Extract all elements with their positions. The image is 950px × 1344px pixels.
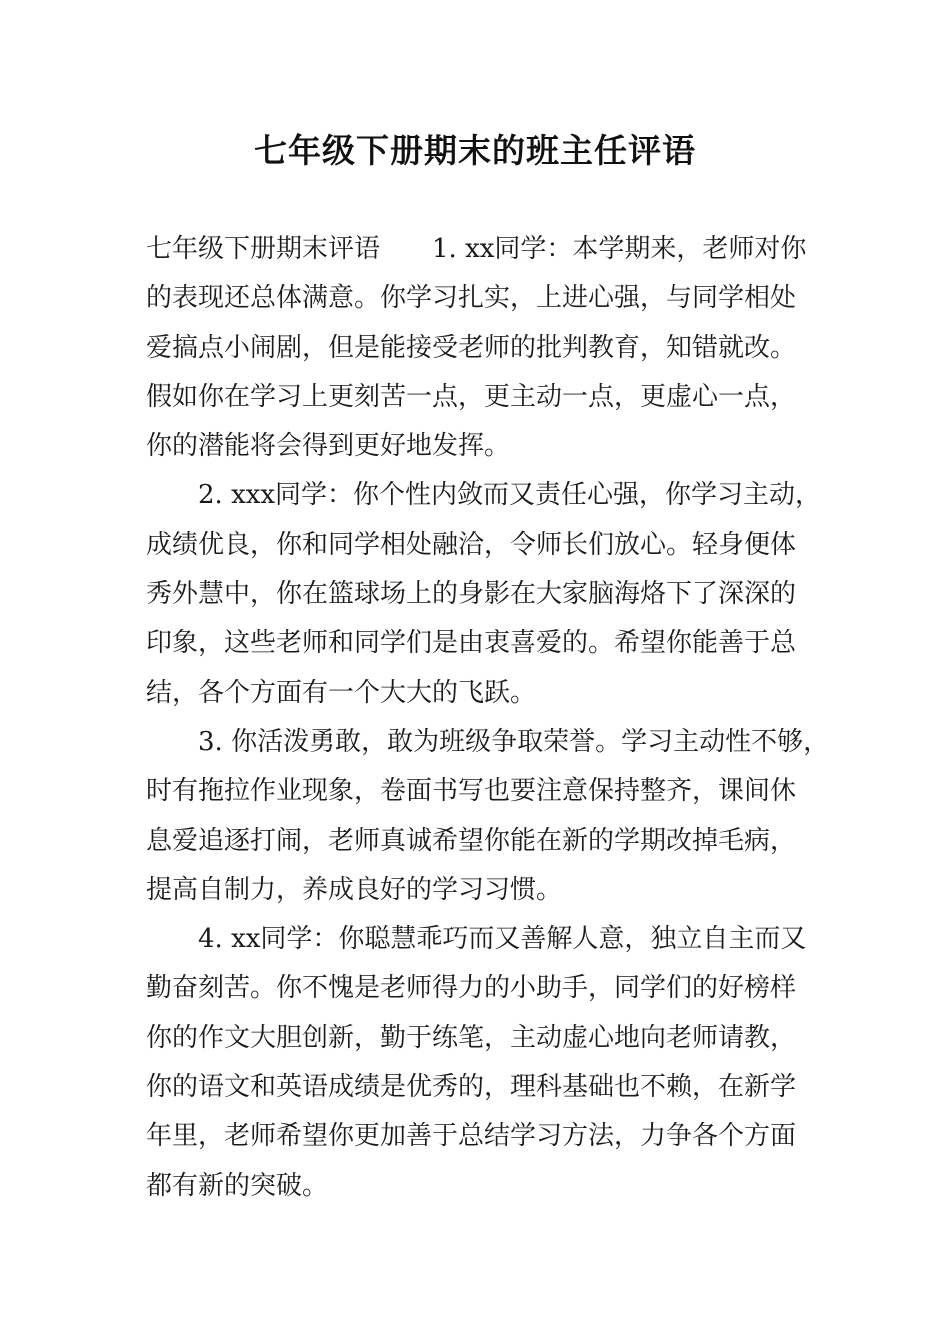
body-line: 假如你在学习上更刻苦一点，更主动一点，更虚心一点， — [146, 381, 797, 412]
body-line: 都有新的突破。 — [146, 1170, 329, 1201]
document-title: 七年级下册期末的班主任评语 — [254, 131, 696, 170]
body-line: 提高自制力，养成良好的学习习惯。 — [146, 874, 563, 905]
body-line: 结，各个方面有一个大大的飞跃。 — [146, 677, 537, 708]
body-line: 勤奋刻苦。你不愧是老师得力的小助手，同学们的好榜样 — [146, 973, 797, 1004]
document-body — [146, 225, 834, 1211]
body-line: 时有拖拉作业现象，卷面书写也要注意保持整齐，课间休 — [146, 776, 797, 807]
body-line: 你的潜能将会得到更好地发挥。 — [146, 431, 511, 462]
body-line: 息爱追逐打闹，老师真诚希望你能在新的学期改掉毛病， — [146, 825, 797, 856]
body-line: 爱搞点小闹剧，但是能接受老师的批判教育，知错就改。 — [146, 332, 797, 363]
body-line: 的表现还总体满意。你学习扎实，上进心强，与同学相处 — [146, 283, 797, 314]
body-line: 秀外慧中，你在篮球场上的身影在大家脑海烙下了深深的 — [146, 579, 797, 610]
body-line: 成绩优良，你和同学相处融洽，令师长们放心。轻身便体 — [146, 529, 797, 560]
body-line: 2. xxx同学：你个性内敛而又责任心强，你学习主动， — [198, 480, 822, 511]
body-line: 印象，这些老师和同学们是由衷喜爱的。希望你能善于总 — [146, 628, 797, 659]
body-line: 4. xx同学：你聪慧乖巧而又善解人意，独立自主而又 — [198, 924, 807, 955]
body-line: 七年级下册期末评语 1. xx同学：本学期来，老师对你 — [146, 234, 807, 264]
body-line: 你的语文和英语成绩是优秀的，理科基础也不赖，在新学 — [146, 1072, 797, 1103]
body-line: 你的作文大胆创新，勤于练笔，主动虚心地向老师请教， — [146, 1022, 797, 1053]
body-line: 3. 你活泼勇敢，敢为班级争取荣誉。学习主动性不够， — [198, 726, 830, 757]
body-line: 年里，老师希望你更加善于总结学习方法，力争各个方面 — [146, 1121, 797, 1152]
